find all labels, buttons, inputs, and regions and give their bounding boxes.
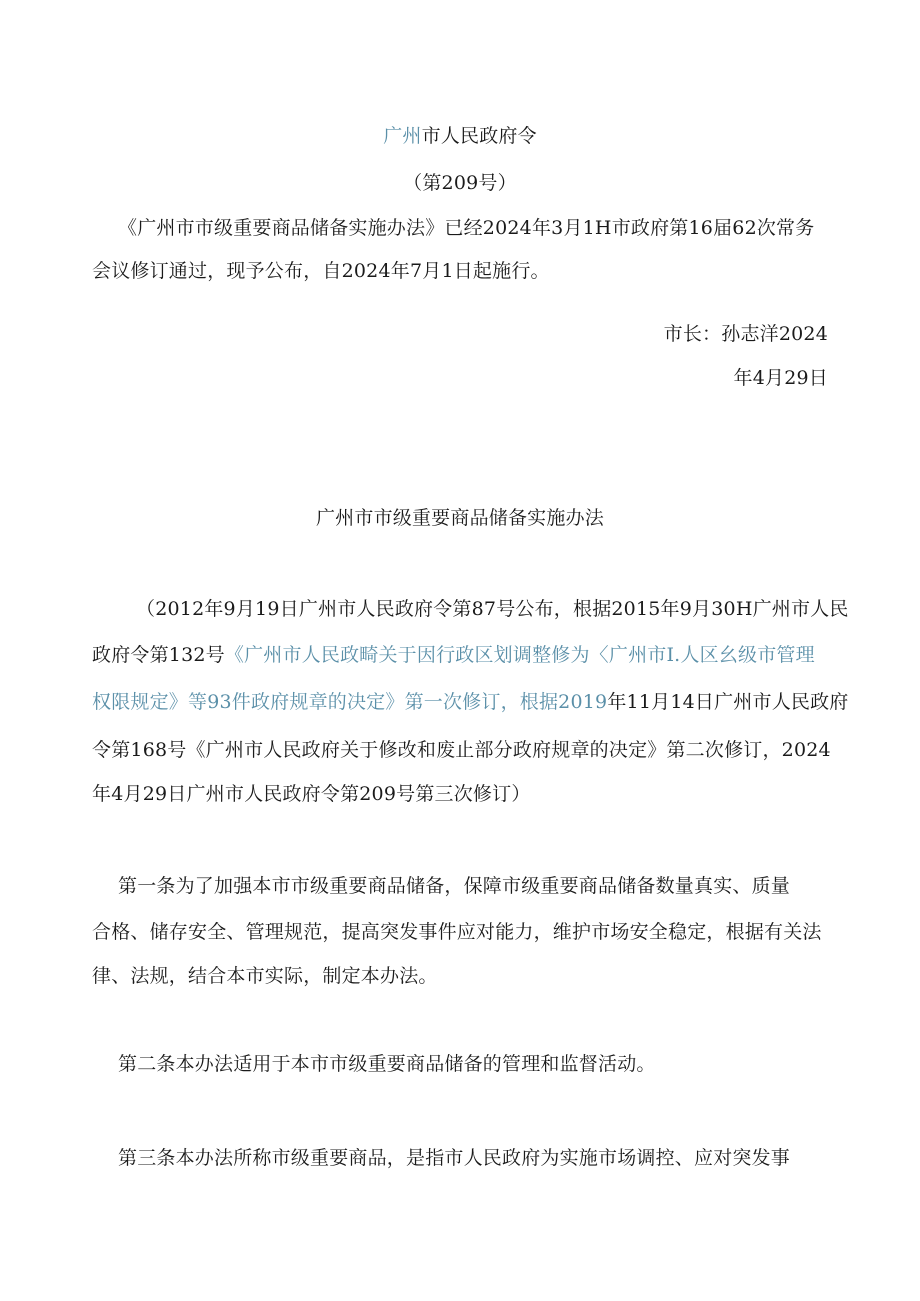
history-regulation-link-cont[interactable]: 权限规定》等93件政府规章的决定》第一次修订，根据2019 [92,691,608,713]
decree-title [0,124,920,148]
signature-mayor: 市长：孙志洋2024 [663,323,828,345]
history-line-2-plain: 政府令第132号 [92,644,225,666]
article-3-line-1: 第三条本办法所称市级重要商品，是指市人民政府为实施市场调控、应对突发事 [118,1147,791,1169]
history-line-3-plain: 年11月14日广州市人民政府 [607,691,849,713]
article-1-line-2: 合格、储存安全、管理规范，提高突发事件应对能力，维护市场安全稳定，根据有关法 [92,921,822,943]
decree-title-link[interactable]: 广州 [383,125,422,147]
decree-title-rest: 市人民政府令 [421,125,537,147]
history-regulation-link[interactable]: 《广州市人民政畸关于因行政区划调整修为〈广州市I.人区幺级市管理 [224,644,815,666]
history-line-1: （2012年9月19日广州市人民政府令第87号公布，根据2015年9月30H广州市人民 [136,598,849,620]
signature-date: 年4月29日 [733,367,828,389]
promulgation-line-2: 会议修订通过，现予公布，自2024年7月1日起施行。 [92,260,550,282]
history-line-5: 年4月29日广州市人民政府令第209号第三次修订） [92,783,531,805]
history-line-2 [92,643,815,667]
history-line-3 [92,690,849,714]
article-2: 第二条本办法适用于本市市级重要商品储备的管理和监督活动。 [118,1053,656,1075]
decree-number: （第209号） [403,172,517,194]
article-1-line-3: 律、法规，结合本市实际，制定本办法。 [92,965,438,987]
history-line-4: 令第168号《广州市人民政府关于修改和废止部分政府规章的决定》第二次修订，2024 [92,739,831,761]
promulgation-line-1: 《广州市市级重要商品储备实施办法》已经2024年3月1H市政府第16届62次常务 [118,217,815,239]
document-title: 广州市市级重要商品储备实施办法 [315,507,604,529]
article-1-line-1: 第一条为了加强本市市级重要商品储备，保障市级重要商品储备数量真实、质量 [118,875,791,897]
